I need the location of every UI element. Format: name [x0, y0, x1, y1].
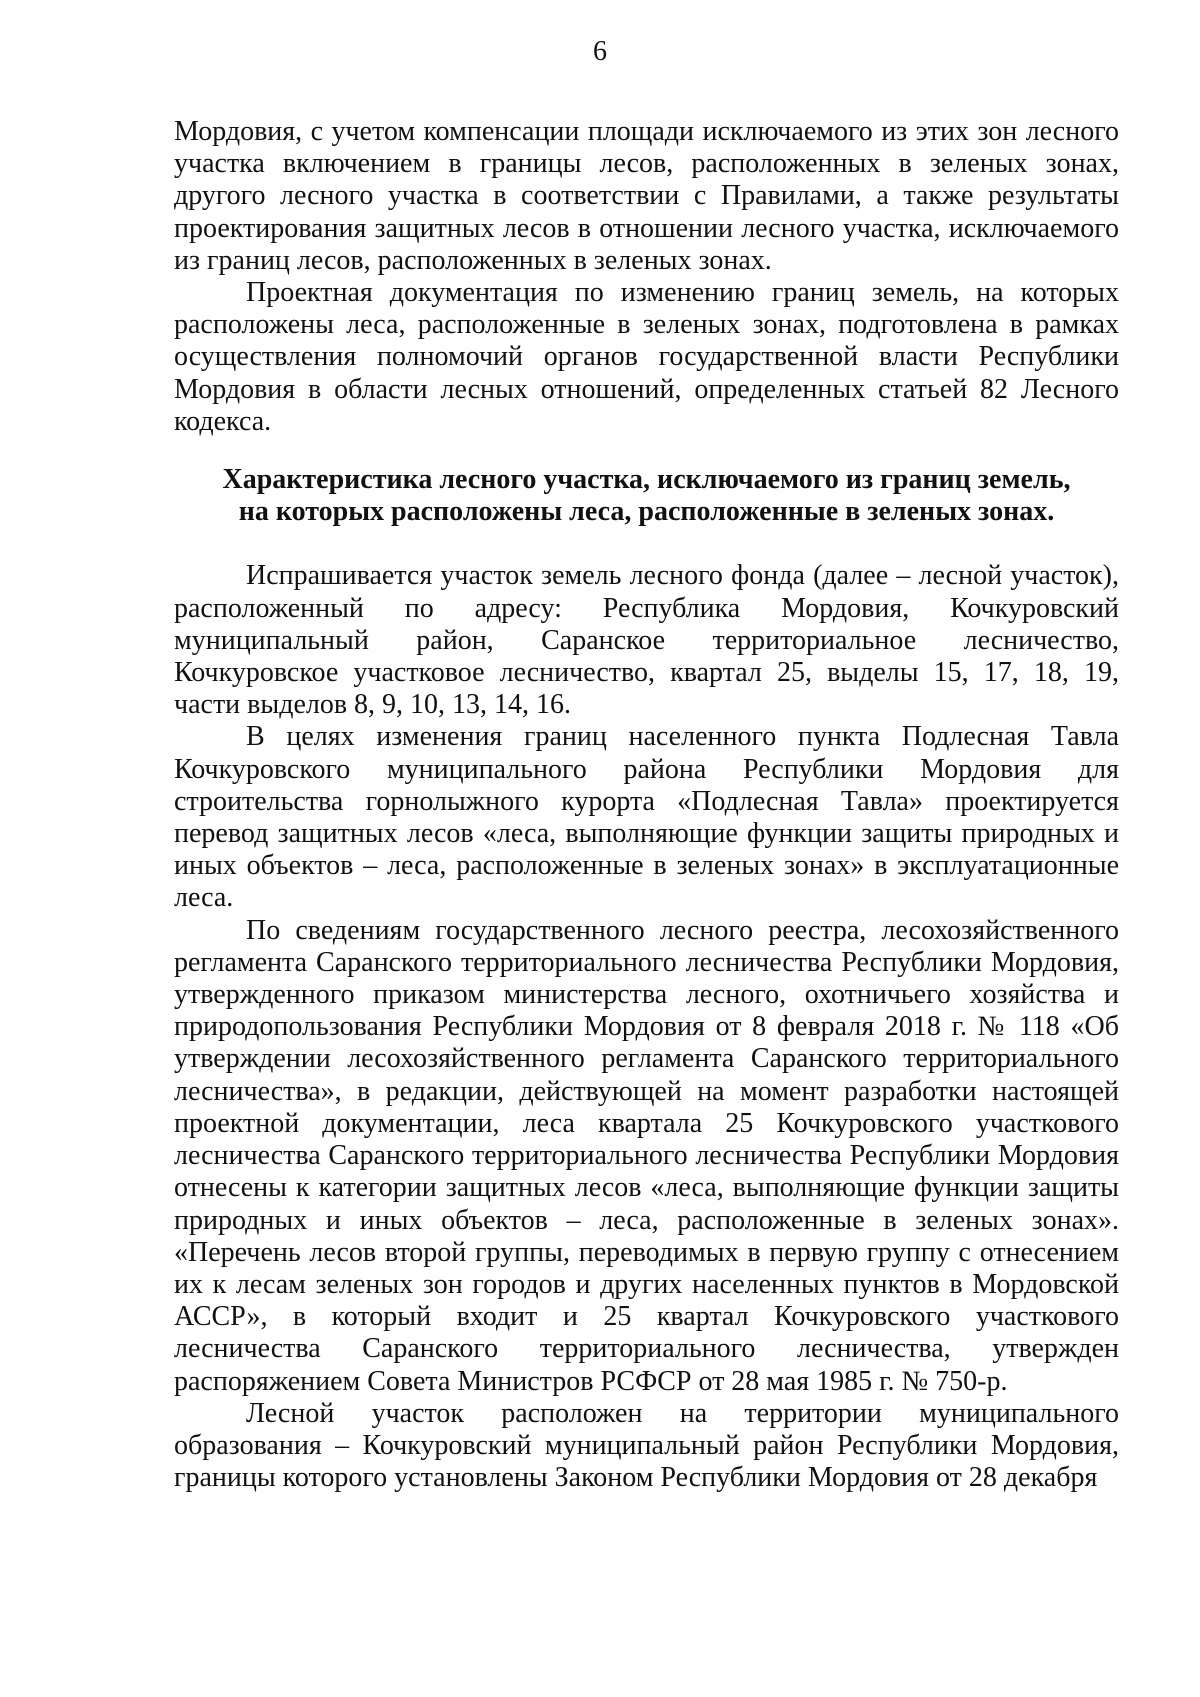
document-body: [174, 116, 1119, 1494]
body-paragraph-continuation: Мордовия, с учетом компенсации площади исключаемого из этих зон лесного участка включением в границы лесов, расположенных в зеленых зонах, другого лесного участка в соответствии с Правилами, а также результаты проектирования защитных лесов в отношении лесного участка, исключаемого из границ лесов, расположенных в зеленых зонах.: [174, 116, 1119, 276]
body-paragraph-plot-address: Испрашивается участок земель лесного фонда (далее – лесной участок), расположенный по адресу: Республика Мордовия, Кочкуровский муниципальный район, Саранское территориальное лесничество, Кочкуровское участковое лесничество, квартал 25, выделы 15, 17, 18, 19, части выделов 8, 9, 10, 13, 14, 16.: [174, 560, 1119, 721]
section-heading-line-1: Характеристика лесного участка, исключаемого из границ земель,: [222, 464, 1071, 496]
section-heading: [174, 464, 1119, 528]
body-paragraph-municipal-territory: Лесной участок расположен на территории муниципального образования – Кочкуровский муниципальный район Республики Мордовия, границы которого установлены Законом Республики Мордовия от 28 декабря: [174, 1397, 1119, 1494]
page-number: 6: [593, 36, 607, 67]
section-heading-line-2: на которых расположены леса, расположенные в зеленых зонах.: [238, 496, 1055, 528]
body-paragraph-forest-registry: По сведениям государственного лесного реестра, лесохозяйственного регламента Саранского территориального лесничества Республики Мордовия, утвержденного приказом министерства лесного, охотничьего хозяйства и природопользования Республики Мордовия от 8 февраля 2018 г. № 118 «Об утверждении лесохозяйственного регламента Саранского территориального лесничества», в редакции, действующей на момент разработки настоящей проектной документации, леса квартала 25 Кочкуровского участкового лесничества Саранского территориального лесничества Республики Мордовия отнесены к категории защитных лесов «леса, выполняющие функции защиты природных и иных объектов – леса, расположенные в зеленых зонах». «Перечень лесов второй группы, переводимых в первую группу с отнесением их к лесам зеленых зон городов и других населенных пунктов в Мордовской АССР», в который входит и 25 квартал Кочкуровского участкового лесничества Саранского территориального лесничества, утвержден распоряжением Совета Министров РСФСР от 28 мая 1985 г. № 750-р.: [174, 914, 1119, 1397]
body-paragraph-boundary-change: В целях изменения границ населенного пункта Подлесная Тавла Кочкуровского муниципального района Республики Мордовия для строительства горнолыжного курорта «Подлесная Тавла» проектируется перевод защитных лесов «леса, выполняющие функции защиты природных и иных объектов – леса, расположенные в зеленых зонах» в эксплуатационные леса.: [174, 721, 1119, 914]
body-paragraph-project-documentation: Проектная документация по изменению границ земель, на которых расположены леса, расположенные в зеленых зонах, подготовлена в рамках осуществления полномочий органов государственной власти Республики Мордовия в области лесных отношений, определенных статьей 82 Лесного кодекса.: [174, 277, 1119, 437]
